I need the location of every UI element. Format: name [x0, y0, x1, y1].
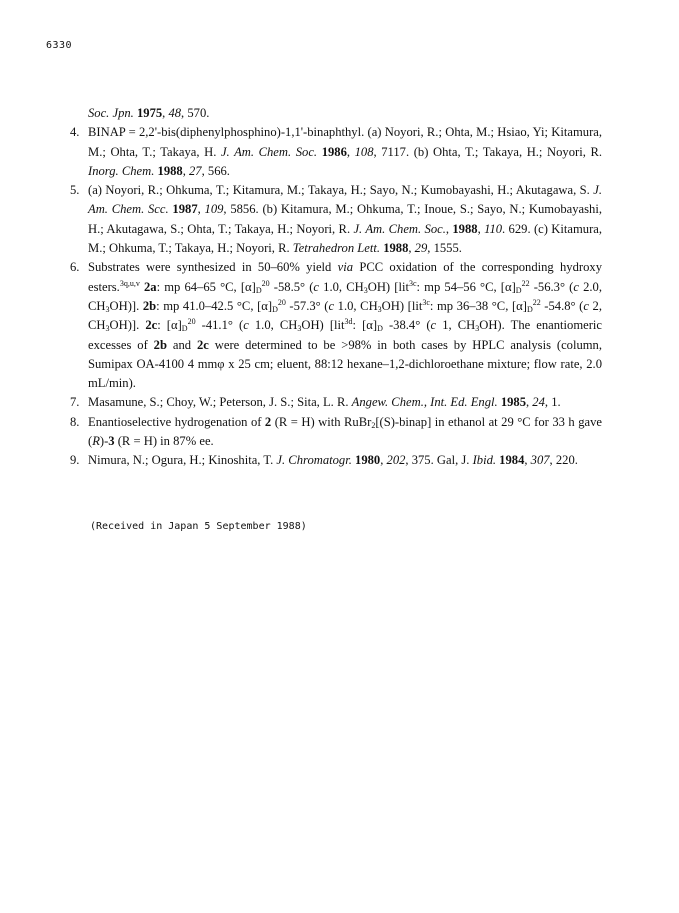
superscript: 3c [408, 278, 417, 288]
reference-text: were determined to be >98% in both cases by HPLC analysis (column, Sumipax OA-4100 4 mmφ x 25 cm; eluent, 88:12 hexane–1,2-dichloroethane mixture; flow rate, 2.0 mL/min). [88, 337, 602, 391]
bold-text: 2a [143, 279, 157, 294]
reference-text: , [445, 221, 453, 236]
italic-text: c [313, 279, 320, 294]
reference-text: , [346, 144, 355, 159]
reference-text: , [524, 453, 531, 468]
bold-text: 2c [196, 337, 209, 352]
subscript: D [377, 324, 383, 334]
reference-text: , [526, 395, 533, 410]
superscript: 20 [261, 278, 270, 288]
subscript: D [515, 285, 522, 295]
reference-number: 9. [70, 453, 80, 468]
bold-text: 1988 [452, 221, 478, 236]
subscript: D [272, 304, 278, 314]
bold-text: 1986 [321, 144, 347, 159]
reference-text: 1.0, CH [319, 279, 364, 294]
reference-text: BINAP = 2,2'-bis(diphenylphosphino)-1,1'-binaphthyl. (a) Noyori, R.; Ohta, M.; Hsiao, Yi; Kitamura, M.; Ohta, T.; Takaya, H. [88, 125, 602, 159]
superscript: 3c [422, 297, 430, 307]
reference-number: 7. [70, 395, 80, 410]
superscript: 3d [344, 317, 353, 327]
reference-text: , 375. Gal, J. [405, 453, 473, 468]
reference-item-8 [70, 413, 602, 452]
reference-text: , 570. [181, 106, 210, 120]
italic-text: Tetrahedron Lett. [292, 241, 381, 256]
reference-text: : mp 41.0–42.5 °C, [α] [156, 298, 273, 313]
reference-text: )- [99, 434, 109, 449]
bold-text: 3 [108, 434, 115, 449]
reference-item-5 [70, 181, 602, 258]
italic-text: J. Am. Chem. Soc. [353, 221, 446, 236]
subscript: 3 [363, 285, 368, 295]
subscript: 3 [475, 324, 480, 334]
reference-text: : mp 54–56 °C, [α] [416, 279, 516, 294]
received-date: (Received in Japan 5 September 1988) [90, 521, 307, 532]
italic-text: R [92, 434, 100, 449]
bold-text: 1988 [383, 241, 409, 256]
subscript: D [526, 304, 533, 314]
reference-text: , [477, 221, 485, 236]
reference-text: -58.5° ( [269, 279, 314, 294]
reference-text: Substrates were synthesized in 50–60% yield [88, 260, 338, 275]
italic-text: Ibid. [472, 453, 497, 468]
reference-text: , 1555. [427, 241, 462, 256]
reference-item-9 [70, 451, 602, 470]
reference-text: -54.8° ( [540, 298, 584, 313]
reference-text: (R = H) with RuBr [271, 414, 372, 429]
superscript: 3q,u,v [119, 278, 140, 288]
italic-text: via [337, 260, 354, 275]
italic-text: J. Am. Chem. Soc. [220, 144, 318, 159]
italic-text: 27 [189, 163, 202, 178]
reference-text: OH) [lit [367, 279, 409, 294]
superscript: 20 [277, 297, 286, 307]
italic-text: c [583, 298, 589, 313]
subscript: D [181, 324, 188, 334]
italic-text: 110 [484, 221, 503, 236]
italic-text: Soc. Jpn. [88, 106, 137, 120]
reference-number: 6. [70, 260, 80, 275]
bold-text: 1985 [500, 395, 526, 410]
reference-text: PCC oxidation of the corresponding hydroxy esters. [88, 260, 602, 294]
reference-text: [(S)-binap] in ethanol at 29 °C for 33 h gave ( [88, 414, 602, 449]
italic-text: 24 [532, 395, 545, 410]
reference-text: 1, CH [436, 318, 476, 333]
reference-text: 2.0, CH [88, 279, 602, 313]
reference-text: Enantioselective hydrogenation of [88, 414, 265, 429]
bold-text: 2b [142, 298, 157, 313]
bold-text: 2b [153, 337, 167, 352]
reference-text: , [380, 453, 387, 468]
superscript: 22 [532, 297, 541, 307]
reference-text: Masamune, S.; Choy, W.; Peterson, J. S.; Sita, L. R. [88, 395, 352, 410]
reference-item-4 [70, 123, 602, 181]
italic-text: 307 [530, 453, 550, 468]
italic-text: Angew. Chem., Int. Ed. Engl. [351, 395, 498, 410]
reference-text: : mp 64–65 °C, [α] [156, 279, 256, 294]
reference-item-7 [70, 393, 602, 412]
reference-text: Nimura, N.; Ogura, H.; Kinoshita, T. [88, 453, 277, 468]
italic-text: 29 [414, 241, 428, 256]
bold-text: 2c [145, 318, 158, 333]
reference-text: OH)]. [109, 298, 143, 313]
reference-number: 4. [70, 125, 80, 140]
italic-text: c [573, 279, 579, 294]
superscript: 20 [187, 317, 196, 327]
reference-text: -41.1° ( [195, 318, 244, 333]
italic-text: 109 [204, 202, 224, 217]
italic-text: J. Chromatogr. [276, 453, 352, 468]
reference-text: : [α] [352, 318, 378, 333]
italic-text: c [243, 318, 249, 333]
bold-text: 2 [264, 414, 272, 429]
reference-text: (R = H) in 87% ee. [114, 434, 214, 449]
reference-list [70, 104, 602, 471]
reference-item-6 [70, 258, 602, 393]
reference-text: 1.0, CH [334, 298, 378, 313]
reference-number: 8. [70, 414, 80, 429]
reference-text: -56.3° ( [529, 279, 574, 294]
italic-text: Inorg. Chem. [88, 163, 155, 178]
page-number: 6330 [46, 40, 73, 51]
reference-text: OH)]. [109, 318, 146, 333]
reference-text: , 7117. (b) Ohta, T.; Takaya, H.; Noyori, R. [373, 144, 603, 159]
italic-text: 202 [386, 453, 406, 468]
reference-text: , 566. [201, 163, 230, 178]
italic-text: 48 [168, 106, 182, 120]
reference-text: , [162, 106, 169, 120]
superscript: 22 [521, 278, 530, 288]
reference-text: , [408, 241, 415, 256]
reference-text: , [182, 163, 189, 178]
bold-text: 1988 [157, 163, 183, 178]
subscript: 3 [297, 324, 302, 334]
reference-text: : mp 36–38 °C, [α] [429, 298, 527, 313]
reference-text: 1.0, CH [248, 318, 298, 333]
reference-text: 2, CH [88, 298, 603, 333]
reference-text: OH) [lit [301, 318, 345, 333]
italic-text: c [328, 298, 335, 313]
reference-text: (a) Noyori, R.; Ohkuma, T.; Kitamura, M.; Takaya, H.; Sayo, N.; Kumobayashi, H.; Akutagawa, S. [88, 183, 594, 198]
reference-text: , 5856. (b) Kitamura, M.; Ohkuma, T.; Inoue, S.; Sayo, N.; Kumobayashi, H.; Akutagawa, S.; Ohta, T.; Takaya, H.; Noyori, R. [88, 202, 602, 236]
bold-text: 1984 [499, 453, 525, 468]
reference-text: , 1. [544, 395, 561, 410]
reference-text: . 629. (c) Kitamura, M.; Ohkuma, T.; Takaya, H.; Noyori, R. [88, 221, 602, 256]
bold-text: 1975 [136, 106, 163, 120]
reference-text: , [197, 202, 205, 217]
italic-text: 108 [354, 144, 374, 159]
reference-text: -38.4° ( [382, 318, 431, 333]
subscript: 3 [105, 324, 110, 334]
subscript: 3 [105, 304, 110, 314]
reference-text: , 220. [549, 453, 578, 468]
bold-text: 1980 [355, 453, 381, 468]
reference-continuation [70, 104, 602, 123]
reference-text: OH). The enantiomeric excesses of [88, 318, 603, 352]
subscript: D [255, 285, 262, 295]
bold-text: 1987 [172, 202, 198, 217]
reference-text: and [166, 337, 197, 352]
subscript: 2 [371, 420, 376, 430]
italic-text: c [430, 318, 437, 333]
italic-text: J. Am. Chem. Scc. [88, 183, 602, 217]
subscript: 3 [377, 304, 382, 314]
reference-text: : [α] [157, 318, 182, 333]
reference-text: -57.3° ( [285, 298, 329, 313]
reference-number: 5. [70, 183, 80, 198]
reference-text: OH) [lit [381, 298, 423, 313]
